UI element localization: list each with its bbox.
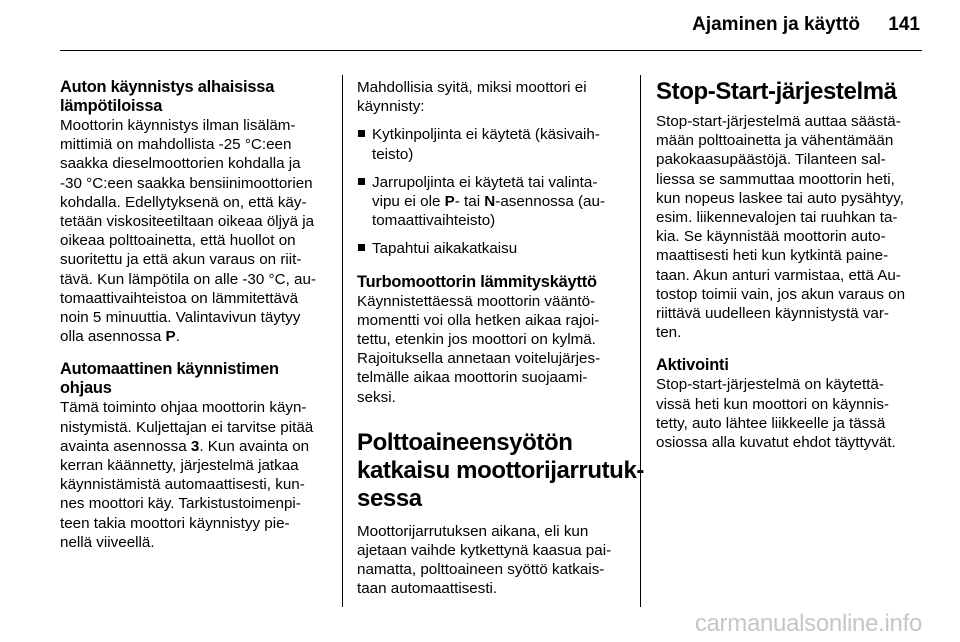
bullet-square-icon [358, 244, 365, 251]
section-heading-fuel-cutoff: Polttoaineensyötön katkaisu moottorijarrutuk- sessa [357, 428, 644, 512]
section-heading-stop-start: Stop-Start-järjestelmä [656, 78, 897, 105]
section-heading-cold-start: Auton käynnistys alhaisissa lämpötiloissa [60, 78, 275, 115]
column-right [656, 78, 930, 452]
section-body-activation: Stop-start-järjestelmä on käytettä- vissä heti kun moottori on käynnis- tetty, auto lähtee liikkeelle ja tässä osiossa alla kuvatut ehdot täyttyvät. [656, 376, 896, 452]
section-heading-activation: Aktivointi [656, 356, 729, 375]
section-body-turbo-warmup: Käynnistettäessä moottorin vääntö- momentti voi olla hetken aikaa rajoi- tettu, etenkin jos moottori on kylmä. Rajoituksella annetaan voitelujärjes- telmälle aikaa moottorin suojaami- seksi. [357, 292, 601, 406]
page-number: 141 [888, 14, 920, 35]
section-body-cold-start: Moottorin käynnistys ilman lisäläm- mittimiä on mahdollista -25 °C:een saakka dieselmoottorien kohdalla ja -30 °C:een saakka bensiinimoottorien kohdalla. Edellytyksenä on, että käy- tetään viskositeetiltaan oikeaa öljyä ja oikeaa polttoainetta, että huollot on suoritettu ja että akun varaus on riit- tävä. Kun lämpötila on alle -30 °C, au- tomaattivaihteistoa on lämmitettävä noin 5 minuuttia. Valintavivun täytyy olla asennossa P. [60, 117, 316, 346]
section-body-stop-start: Stop-start-järjestelmä auttaa säästä- mään polttoainetta ja vähentämään pakokaasupäästöjä. Tilanteen sal- liessa se sammuttaa moottorin heti, kun nopeus laskee tai auto pysähtyy, esim. liikennevalojen tai ruuhkan ta- kia. Se käynnistää moottorin auto- maattisesti heti kun kytkintä paine- taan. Akun anturi varmistaa, että Au- tostop toimii vain, jos akun varaus on riittävä uudelleen käynnistystä var- ten. [656, 113, 906, 342]
page-title: Ajaminen ja käyttö [692, 14, 860, 35]
causes-intro: Mahdollisia syitä, miksi moottori ei käynnisty: [357, 79, 587, 116]
section-heading-turbo-warmup: Turbomoottorin lämmityskäyttö [357, 272, 597, 291]
bullet-square-icon [358, 130, 365, 137]
list-item: Kytkinpoljinta ei käytetä (käsivaih- teisto) [357, 125, 627, 163]
section-body-auto-starter: Tämä toiminto ohjaa moottorin käyn- nistymistä. Kuljettajan ei tarvitse pitää avainta asennossa 3. Kun avainta on kerran käännetty, järjestelmä jatkaa käynnistämistä automaattisesti, kun- nes moottori käy. Tarkistustoimenpi- teen takia moottori käynnistyy pie- nellä viiveellä. [60, 399, 314, 551]
bullet-square-icon [358, 178, 365, 185]
column-middle [357, 78, 644, 599]
section-body-fuel-cutoff: Moottorijarrutuksen aikana, eli kun ajetaan vaihde kytkettynä kaasua pai- namatta, polttoaineen syöttö katkais- taan automaattisesti. [357, 522, 612, 598]
header-divider [60, 50, 922, 51]
page-header [0, 0, 960, 60]
column-divider-left [342, 75, 343, 607]
column-left [60, 78, 330, 552]
watermark: carmanualsonline.info [694, 610, 922, 637]
list-item: Tapahtui aikakatkaisu [357, 239, 627, 258]
section-heading-auto-starter: Automaattinen käynnistimen ohjaus [60, 360, 279, 398]
list-item: Jarrupoljinta ei käytetä tai valinta- vipu ei ole P- tai N-asennossa (au- tomaattivaihteisto) [357, 173, 627, 231]
column-divider-right [640, 75, 641, 607]
